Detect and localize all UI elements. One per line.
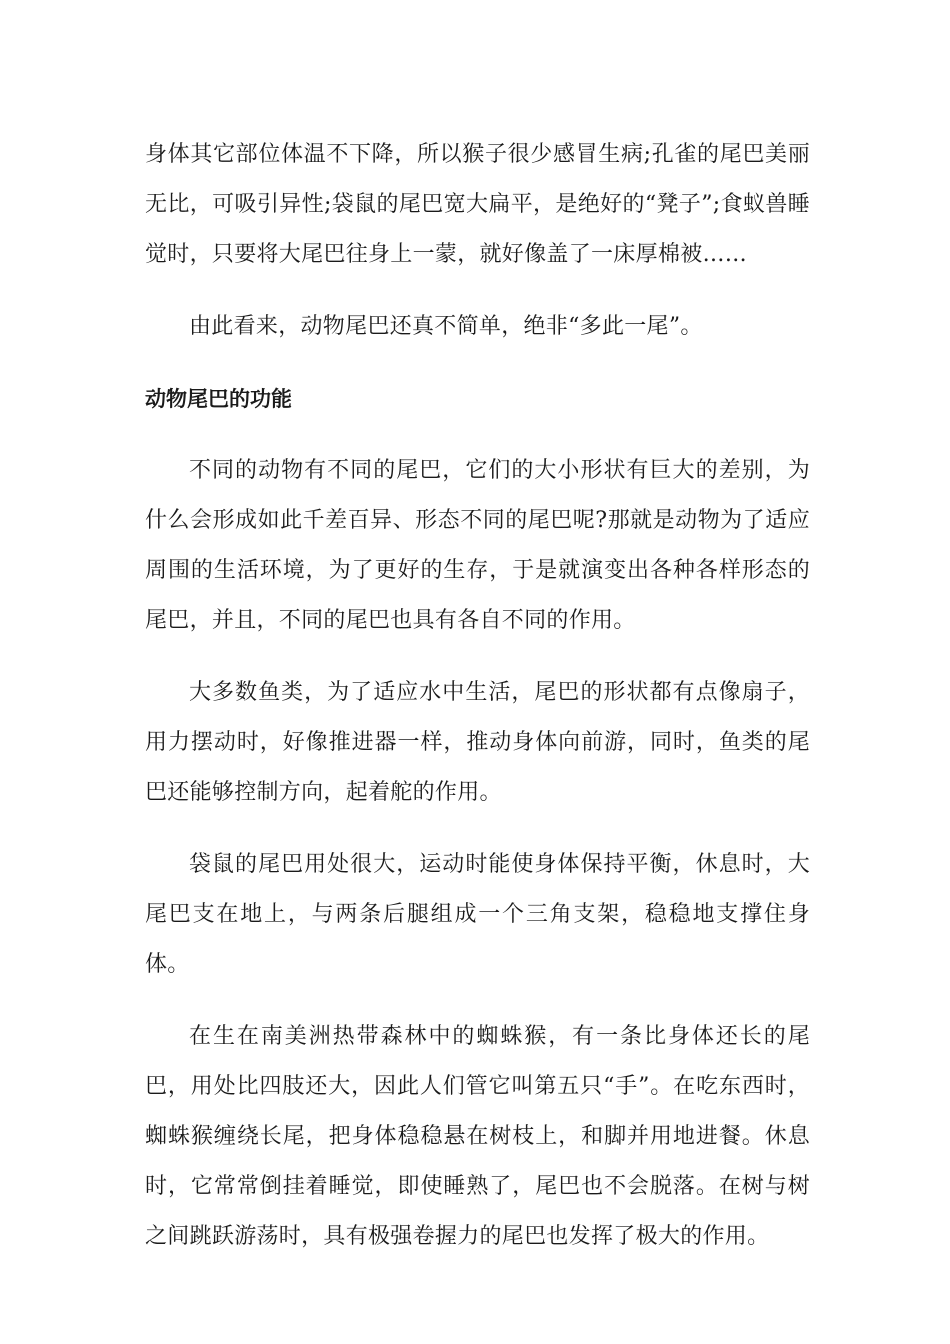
paragraph-spider-monkey: 在生在南美洲热带森林中的蜘蛛猴，有一条比身体还长的尾巴，用处比四肢还大，因此人们管它叫第五只“手”。在吃东西时，蜘蛛猴缠绕长尾，把身体稳稳悬在树枝上，和脚并用地进餐。休息时，它常常倒挂着睡觉，即使睡熟了，尾巴也不会脱落。在树与树之间跳跃游荡时，具有极强卷握力的尾巴也发挥了极大的作用。 [145, 1024, 810, 1249]
paragraph-continuation: 身体其它部位体温不下降，所以猴子很少感冒生病;孔雀的尾巴美丽无比，可吸引异性;袋鼠的尾巴宽大扁平，是绝好的“凳子”;食蚁兽睡觉时，只要将大尾巴往身上一蒙，就好像盖了一床厚棉被…… [145, 142, 810, 267]
paragraph-fish: 大多数鱼类，为了适应水中生活，尾巴的形状都有点像扇子，用力摆动时，好像推进器一样，推动身体向前游，同时，鱼类的尾巴还能够控制方向，起着舵的作用。 [145, 680, 810, 805]
paragraph-kangaroo: 袋鼠的尾巴用处很大，运动时能使身体保持平衡，休息时，大尾巴支在地上，与两条后腿组成一个三角支架，稳稳地支撑住身体。 [145, 852, 810, 977]
document-page [145, 130, 810, 1284]
paragraph-intro: 不同的动物有不同的尾巴，它们的大小形状有巨大的差别，为什么会形成如此千差百异、形态不同的尾巴呢?那就是动物为了适应周围的生活环境，为了更好的生存，于是就演变出各种各样形态的尾巴，并且，不同的尾巴也具有各自不同的作用。 [145, 458, 810, 633]
paragraph-conclusion: 由此看来，动物尾巴还真不简单，绝非“多此一尾”。 [189, 314, 703, 339]
section-heading: 动物尾巴的功能 [145, 387, 292, 411]
